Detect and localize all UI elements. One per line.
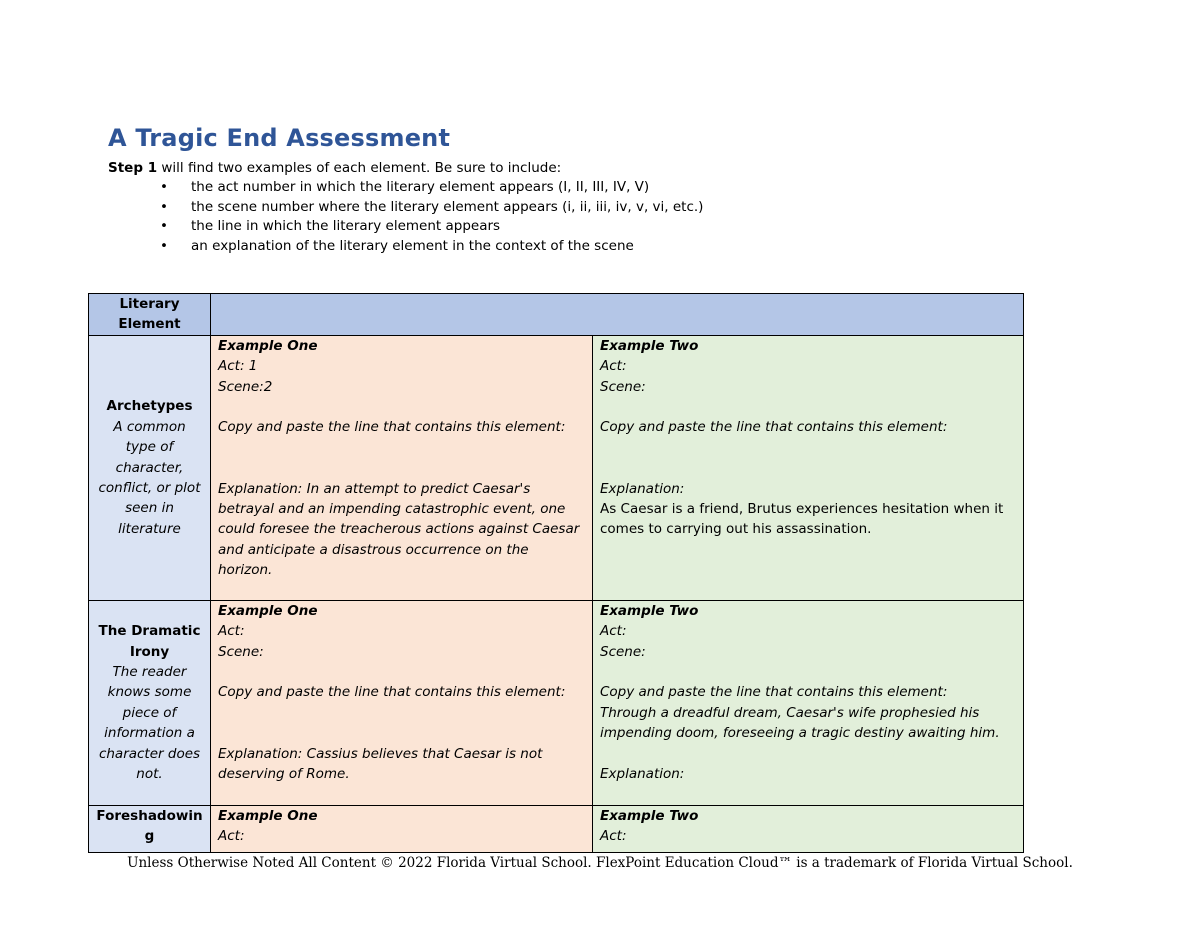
example-title: Example Two (600, 337, 699, 354)
act-field: Act: (600, 623, 627, 640)
example-one-cell[interactable] (211, 600, 593, 805)
example-title: Example Two (600, 807, 699, 824)
example-two-cell[interactable] (593, 600, 1024, 805)
list-item: • the act number in which the literary element appears (I, II, III, IV, V) (160, 178, 703, 198)
explanation-label: Explanation: (600, 480, 685, 497)
page-title: A Tragic End Assessment (108, 124, 451, 152)
example-title: Example One (218, 807, 318, 824)
table-row (89, 805, 1024, 852)
example-title: Example Two (600, 602, 699, 619)
copyright-footer: Unless Otherwise Noted All Content © 2022 Florida Virtual School. FlexPoint Education Cloud™ is a trademark of Florida Virtual School. (127, 855, 1073, 871)
element-definition: A common type of character, conflict, or plot seen in literature (98, 418, 201, 537)
example-one-cell[interactable] (211, 805, 593, 852)
table-header-row (89, 294, 1024, 336)
line-field-label: Copy and paste the line that contains this element: (600, 684, 948, 701)
step-intro (108, 159, 561, 179)
act-field: Act: (600, 358, 627, 375)
table-row (89, 335, 1024, 600)
act-field: Act: 1 (218, 358, 258, 375)
element-name: Foreshadowin g (96, 807, 203, 845)
explanation-label: Explanation: (600, 766, 685, 783)
example-title: Example One (218, 602, 318, 619)
act-field: Act: (218, 828, 245, 845)
example-one-cell[interactable] (211, 335, 593, 600)
header-blank-cell (211, 294, 1024, 336)
act-field: Act: (600, 828, 627, 845)
step-label: Step 1 (108, 160, 158, 176)
bullet-icon: • (160, 237, 168, 254)
table-row (89, 600, 1024, 805)
requirement-list (160, 178, 703, 256)
line-text: Through a dreadful dream, Caesar's wife prophesied his impending doom, foreseeing a tragic destiny awaiting him. (600, 704, 1000, 742)
bullet-icon: • (160, 198, 168, 215)
act-field: Act: (218, 623, 245, 640)
scene-field: Scene:2 (218, 378, 273, 395)
assessment-table (88, 293, 1024, 853)
scene-field: Scene: (218, 643, 264, 660)
element-name: Archetypes (106, 398, 193, 415)
explanation-text: Explanation: In an attempt to predict Caesar's betrayal and an impending catastrophic event, one could foresee the treacherous actions against Caesar and anticipate a disastrous occurrence on the horizon. (218, 480, 580, 579)
line-field-label: Copy and paste the line that contains this element: (218, 684, 566, 701)
list-item: • an explanation of the literary element in the context of the scene (160, 237, 703, 257)
bullet-icon: • (160, 218, 168, 234)
bullet-icon: • (160, 179, 168, 195)
example-two-cell[interactable] (593, 335, 1024, 600)
step-text: will find two examples of each element. Be sure to include: (157, 160, 562, 176)
scene-field: Scene: (600, 378, 646, 395)
line-field-label: Copy and paste the line that contains this element: (600, 419, 948, 436)
example-title: Example One (218, 337, 318, 354)
list-item: • the scene number where the literary element appears (i, ii, iii, iv, v, vi, etc.) (160, 198, 703, 218)
element-cell-foreshadowing (89, 805, 211, 852)
example-two-cell[interactable] (593, 805, 1024, 852)
literary-element-header: Literary Element (89, 294, 211, 336)
element-cell-archetypes (89, 335, 211, 600)
explanation-text: As Caesar is a friend, Brutus experiences hesitation when it comes to carrying out his assassination. (600, 501, 1004, 538)
list-item: • the line in which the literary element appears (160, 217, 703, 237)
element-definition: The reader knows some piece of information a character does not. (98, 664, 201, 783)
explanation-text: Explanation: Cassius believes that Caesar is not deserving of Rome. (218, 745, 543, 783)
line-field-label: Copy and paste the line that contains this element: (218, 419, 566, 436)
element-name: The Dramatic Irony (98, 623, 201, 660)
element-cell-dramatic-irony (89, 600, 211, 805)
scene-field: Scene: (600, 643, 646, 660)
